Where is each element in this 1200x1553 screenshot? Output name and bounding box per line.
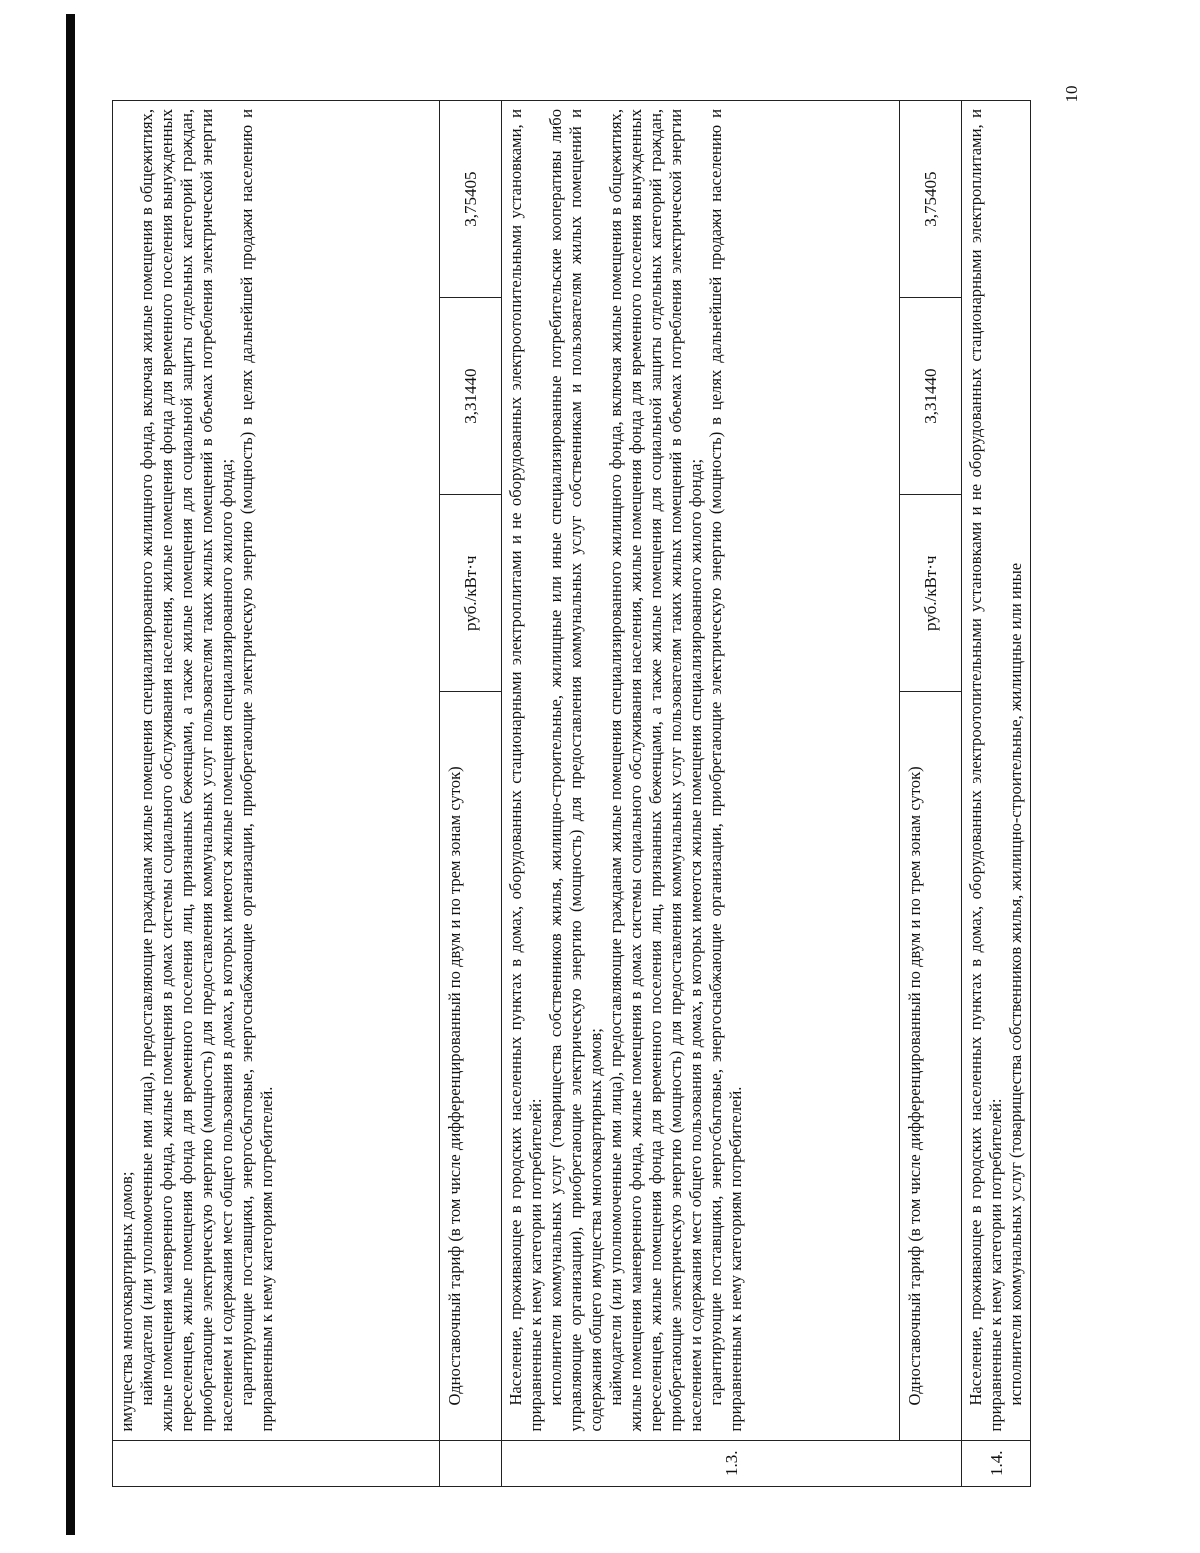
table-row [502,101,900,1487]
page-number: 10 [1062,85,1081,103]
row-number: 1.4. [962,1440,1031,1486]
tariff-value-2: 3,75405 [440,101,502,298]
table-row [440,101,502,1487]
tariff-table [112,100,1031,1487]
tariff-label: Одноставочный тариф (в том числе дифференцированный по двум и по трем зонам суток) [905,766,924,1406]
row-number-empty [113,1440,440,1486]
rotated-page [112,100,1026,1487]
paragraph: наймодатели (или уполномоченные ими лица), предоставляющие гражданам жилые помещения специализированного жилищного фонда, включая жилые помещения в общежитиях, жилые помещения маневренного фонда, жилые помещения в домах системы социального обслуживания населения, жилые помещения фонда для временного поселения вынужденных переселенцев, жилые помещения фонда для временного поселения лиц, признанных беженцами, а также жилые помещения для социальной защиты отдельных категорий граждан, приобретающие электрическую энергию (мощность) для предоставления коммунальных услуг пользователям таких жилых помещений в объемах потребления электрической энергии населением и содержания мест общего пользования в домах, в которых имеются жилые помещения специализированного жилого фонда; [137,109,236,1432]
category-description [502,101,900,1441]
paragraph: наймодатели (или уполномоченные ими лица), предоставляющие гражданам жилые помещения специализированного жилищного фонда, включая жилые помещения в общежитиях, жилые помещения маневренного фонда, жилые помещения в домах системы социального обслуживания населения, жилые помещения фонда для временного поселения вынужденных переселенцев, жилые помещения фонда для временного поселения лиц, признанных беженцами, а также жилые помещения для социальной защиты отдельных категорий граждан, приобретающие электрическую энергию (мощность) для предоставления коммунальных услуг пользователям таких жилых помещений в объемах потребления электрической энергии населением и содержания мест общего пользования в домах, в которых имеются жилые помещения специализированного жилого фонда; [606,109,705,1432]
tariff-value-2: 3,75405 [900,101,962,298]
unit-cell: руб./кВт·ч [440,495,502,692]
tariff-value-1: 3,31440 [440,298,502,495]
category-description [962,101,1031,1441]
paragraph: гарантирующие поставщики, энергосбытовые, энергоснабжающие организации, приобретающие электрическую энергию (мощность) в целях дальнейшей продажи населению и приравненным к нему категориям потребителей. [237,109,276,1432]
paragraph: исполнители коммунальных услуг (товарищества собственников жилья, жилищно-строительные, жилищные или иные специализированные потребительские кооперативы либо управляющие организации), приобретающие электрическую энергию (мощность) для предоставления коммунальных услуг собственникам и пользователям жилых помещений и содержания общего имущества многоквартирных домов; [546,109,605,1432]
scan-edge-bar [66,14,75,1535]
unit-cell: руб./кВт·ч [900,495,962,692]
tariff-label-cell [900,692,962,1440]
row-number: 1.3. [502,1440,962,1486]
paragraph: Население, проживающее в городских населенных пунктах в домах, оборудованных стационарными электроплитами и не оборудованных электроотопительными установками, и приравненные к нему категории потребителей: [506,109,545,1432]
tariff-label-cell [440,692,502,1440]
paragraph: имущества многоквартирных домов; [117,1171,136,1432]
table-row [113,101,440,1487]
paragraph: Население, проживающее в городских населенных пунктах в домах, оборудованных электроотопительными установками и не оборудованных стационарными электроплитами, и приравненные к нему категории потребителей: [966,109,1005,1432]
paragraph: гарантирующие поставщики, энергосбытовые, энергоснабжающие организации, приобретающие электрическую энергию (мощность) в целях дальнейшей продажи населению и приравненным к нему категориям потребителей. [706,109,745,1432]
tariff-value-1: 3,31440 [900,298,962,495]
category-description [113,101,440,1441]
table-row [900,101,962,1487]
row-number-empty [440,1440,502,1486]
paragraph: исполнители коммунальных услуг (товарищества собственников жилья, жилищно-строительные, жилищные или иные [1006,562,1025,1406]
tariff-label: Одноставочный тариф (в том числе дифференцированный по двум и по трем зонам суток) [445,766,464,1406]
table-row [962,101,1031,1487]
